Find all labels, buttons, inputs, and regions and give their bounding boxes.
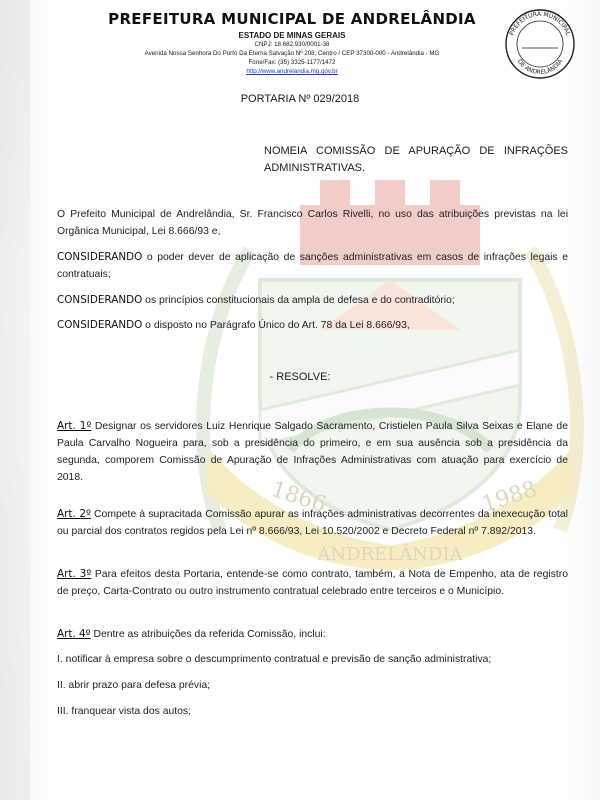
header-state: ESTADO DE MINAS GERAIS [238,31,346,40]
watermark-ribbon-text: ANDRELÂNDIA [317,544,463,565]
considerando-paragraph-3 [57,317,568,334]
ementa-line-2: ADMINISTRATIVAS. [264,162,366,174]
header-website-link[interactable]: http://www.andrelandia.mg.gov.br [246,68,338,75]
article-text: Designar os servidores Luiz Henrique Salgado Sacramento, Cristielen Paula Silva Seixas e Elane de Paula Carvalho Nogueira para, sob a presidência do primeiro, e em sua ausência sob a presidência da segunda, comporem Comissão de Apuração de Infrações Administrativas com atuação para exercício de 2018. [57,421,568,483]
list-item: II. abrir prazo para defesa prévia; [57,680,211,691]
article-text: Dentre as atribuições da referida Comissão, inclui: [90,629,326,640]
list-item: III. franquear vista dos autos; [57,706,191,717]
header-phone: Fone/Fax: (35) 3325-1177/1472 [248,59,336,66]
article-2 [57,506,568,540]
considerando-text: o poder dever de aplicação de sanções administrativas em casos de infrações legais e contratuais; [57,252,568,280]
article-1 [57,418,568,486]
considerando-text: os princípios constitucionais da ampla de defesa e do contraditório; [142,295,455,306]
seal-text-top: PREFEITURA MUNICIPAL [508,10,572,37]
article-label: Art. 2º [57,508,91,520]
intro-paragraph: O Prefeito Municipal de Andrelândia, Sr. Francisco Carlos Rivelli, no uso das atribuições previstas na lei Orgânica Municipal, Lei 8.666/93 e, [57,209,568,237]
watermark-year-left: 1866 [268,476,330,519]
ementa-line-1: NOMEIA COMISSÃO DE APURAÇÃO DE INFRAÇÕES [264,145,568,157]
considerando-label: CONSIDERANDO [57,319,143,331]
header-address: Avenida Nossa Senhora Do Porto Da Eterna Salvação Nº 208, Centro / CEP 37300-000 - Andrelândia - MG [144,50,440,57]
document-title: PORTARIA Nº 029/2018 [240,93,360,105]
article-label: Art. 3º [57,568,92,580]
article-text: Compete à supracitada Comissão apurar as infrações administrativas decorrentes da inexecução total ou parcial dos contratos regidos pela Lei nº 8.666/93, Lei 10.520/2002 e Decreto Federal nº 7.892/2013. [57,509,568,537]
considerando-label: CONSIDERANDO [57,294,143,306]
scan-shadow [0,0,30,800]
list-item: I. notificar à empresa sobre o descumprimento contratual e previsão de sanção administrativa; [57,654,492,665]
considerando-paragraph-1 [57,249,568,283]
article-label: Art. 4º [57,628,91,640]
considerando-paragraph-2 [57,292,568,309]
ementa [264,143,568,177]
article-3 [57,566,568,600]
municipal-seal [504,8,576,80]
article-label: Art. 1º [57,420,92,432]
watermark-year-right: 1988 [479,476,541,518]
article-4 [57,626,568,643]
header-title: PREFEITURA MUNICIPAL DE ANDRELÂNDIA [108,10,476,28]
svg-text:PREFEITURA MUNICIPAL [508,11,571,37]
article-text: Para efeitos desta Portaria, entende-se como contrato, também, a Nota de Empenho, ata de registro de preço, Carta-Contrato ou outro instrumento contratual celebrado entre terceiros e o Município. [57,569,568,597]
header-cnpj: CNPJ: 18.682.930/0001-38 [254,41,330,48]
considerando-label: CONSIDERANDO [57,251,143,263]
considerando-text: o disposto no Parágrafo Único do Art. 78 da Lei 8.666/93, [142,320,410,331]
seal-text-bottom: DE ANDRELÂNDIA [515,58,565,77]
resolve-heading: - RESOLVE: [269,371,331,383]
